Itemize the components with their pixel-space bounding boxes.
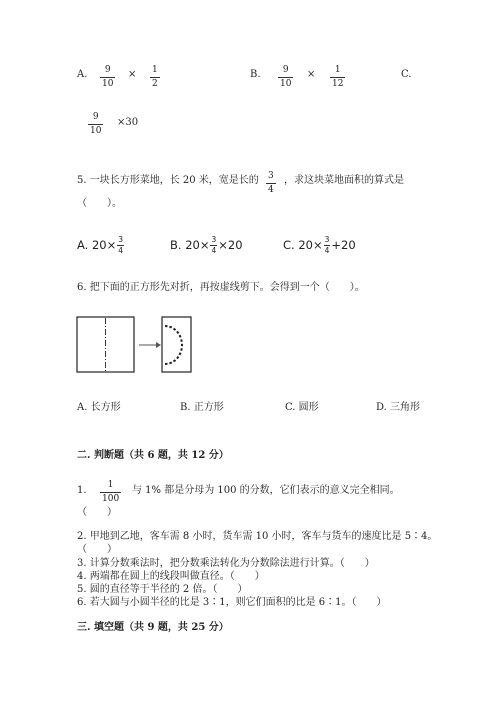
q5-option-a: A. 20× $\frac{3}{4}$ xyxy=(77,235,124,255)
q6-text: 6. 把下面的正方形先对折，再按虚线剪下。会得到一个（ ）。 xyxy=(77,282,365,293)
s2-item4: 4. 两端都在圆上的线段叫做直径。（ ） xyxy=(77,571,265,582)
q5-blank: （ ）。 xyxy=(77,198,122,209)
q4-option-c-rest: ×30 xyxy=(117,117,139,128)
s2-item2: 2. 甲地到乙地，客车需 8 小时，货车需 10 小时，客车与货车的速度比是 5∶4。 xyxy=(77,531,438,542)
q5-option-c: C. 20× $\frac{3}{4}$ +20 xyxy=(283,235,356,255)
q4-option-a-frac1: 9 10 xyxy=(102,65,114,89)
q5-fraction: 3 4 xyxy=(268,171,274,195)
s2-item1-fraction: 1 100 xyxy=(102,480,120,504)
q4-option-b-label: B. xyxy=(250,69,261,80)
s2-item3: 3. 计算分数乘法时，把分数乘法转化为分数除法进行计算。（ ） xyxy=(77,558,375,569)
q6-fold-diagram xyxy=(76,316,196,374)
q4-option-b-op: × xyxy=(307,69,316,80)
q5-option-b-frac: $\frac{3}{4}$ xyxy=(211,235,217,255)
q5-text-part2: ，求这块菜地面积的算式是 xyxy=(284,175,404,186)
s2-item1-text: 与 1% 都是分母为 100 的分数，它们表示的意义完全相同。 xyxy=(132,485,400,496)
q4-option-c-frac1: 9 10 xyxy=(90,112,102,136)
q6-option-c: C. 圆形 xyxy=(285,402,319,413)
q4-option-a-frac2: 1 2 xyxy=(152,65,158,89)
q4-option-a-label: A. xyxy=(77,69,88,80)
s2-item1-blank: （ ） xyxy=(77,507,117,518)
q6-option-d: D. 三角形 xyxy=(376,402,421,413)
q4-option-b-frac2: 1 12 xyxy=(332,65,344,89)
q5-option-a-frac: $\frac{3}{4}$ xyxy=(118,235,124,255)
s2-item5: 5. 圆的直径等于半径的 2 倍。（ ） xyxy=(77,584,248,595)
q5-option-c-frac: $\frac{3}{4}$ xyxy=(324,235,330,255)
q4-option-c-label: C. xyxy=(401,69,412,80)
s2-item6: 6. 若大圆与小圆半径的比是 3∶1，则它们面积的比是 6∶1。（ ） xyxy=(77,597,387,608)
section3-title: 三. 填空题（共 9 题，共 25 分） xyxy=(77,622,229,633)
s2-item1-number: 1. xyxy=(77,485,87,496)
s2-item2-blank: （ ） xyxy=(77,544,117,555)
dashed-semicircle xyxy=(165,326,182,364)
q6-option-b: B. 正方形 xyxy=(180,402,224,413)
q5-text-part1: 5. 一块长方形菜地，长 20 米，宽是长的 xyxy=(77,175,259,186)
q5-option-b: B. 20× $\frac{3}{4}$ ×20 xyxy=(170,235,243,255)
q4-option-a-op: × xyxy=(128,69,137,80)
q4-option-b-frac1: 9 10 xyxy=(280,65,292,89)
q6-option-a: A. 长方形 xyxy=(77,402,121,413)
section2-title: 二. 判断题（共 6 题，共 12 分） xyxy=(77,450,229,461)
arrow-head xyxy=(156,342,161,348)
